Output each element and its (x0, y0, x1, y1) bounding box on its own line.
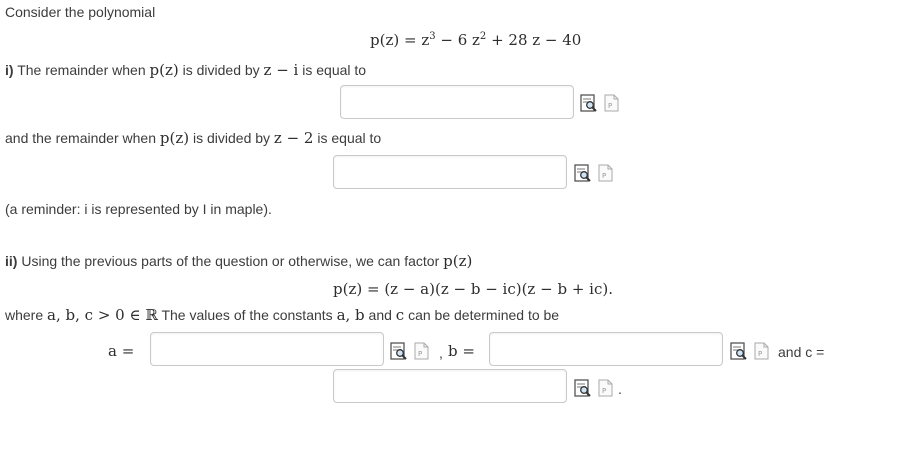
b-label: b = (448, 342, 475, 360)
poly-exp-3: 3 (429, 31, 436, 42)
preview-icon[interactable] (390, 341, 408, 361)
where-and: and (364, 307, 396, 323)
question-i-divisor: z − i (263, 61, 299, 79)
poly-lhs: p(z) = z (370, 31, 430, 49)
question-i2-divisor: z − 2 (273, 129, 314, 147)
maple-syntax-icon[interactable] (597, 378, 615, 398)
svg-text:P: P (608, 102, 613, 110)
maple-syntax-icon[interactable] (753, 341, 771, 361)
a-input[interactable] (150, 332, 384, 366)
svg-text:P: P (602, 172, 607, 180)
svg-text:P: P (602, 387, 607, 395)
poly-exp-2: 2 (479, 31, 487, 42)
question-ii-pz: p(z) (443, 252, 473, 270)
b-separator: , (439, 345, 443, 361)
remainder-ii-input[interactable] (333, 155, 567, 189)
c-label: and c = (778, 344, 825, 360)
a-label: a = (108, 342, 135, 360)
question-i-post: is equal to (298, 62, 367, 78)
preview-icon[interactable] (580, 93, 598, 113)
poly-mid: − 6 z (435, 31, 480, 49)
where-pre: where (5, 307, 48, 323)
question-i-pz: p(z) (149, 61, 179, 79)
polynomial-equation (370, 31, 581, 49)
trailing-period: . (618, 381, 622, 397)
question-i (5, 61, 366, 79)
question-i2-pre: and the remainder when (5, 130, 160, 146)
question-ii-text: Using the previous parts of the question or otherwise, we can factor (17, 253, 444, 269)
question-ii (5, 252, 472, 270)
remainder-i-input[interactable] (340, 85, 574, 119)
question-i-mid: is divided by (178, 62, 264, 78)
intro-text: Consider the polynomial (5, 4, 156, 20)
preview-icon[interactable] (574, 163, 592, 183)
maple-syntax-icon[interactable] (603, 93, 621, 113)
svg-text:P: P (758, 350, 763, 358)
preview-icon[interactable] (730, 341, 748, 361)
maple-syntax-icon[interactable] (413, 341, 431, 361)
where-post: can be determined to be (404, 307, 560, 323)
svg-text:P: P (418, 350, 423, 358)
question-i2-pz: p(z) (159, 129, 190, 147)
b-input[interactable] (489, 332, 723, 366)
where-vars: a, b, c > 0 ∈ ℝ (47, 306, 158, 324)
factored-form: p(z) = (z − a)(z − b − ic)(z − b + ic). (333, 280, 613, 298)
question-i-pre: The remainder when (13, 62, 150, 78)
where-statement (5, 306, 559, 324)
question-ii-number: ii) (5, 253, 18, 269)
question-i-number: i) (5, 62, 14, 78)
maple-reminder: (a reminder: i is represented by I in maple). (5, 201, 272, 217)
where-mid: The values of the constants (157, 307, 337, 323)
where-c: c (395, 306, 405, 324)
question-i2-post: is equal to (313, 130, 382, 146)
where-ab: a, b (336, 306, 365, 324)
maple-syntax-icon[interactable] (597, 163, 615, 183)
question-i-part2 (5, 129, 381, 147)
question-i2-mid: is divided by (189, 130, 274, 146)
c-input[interactable] (333, 369, 567, 403)
poly-rhs: + 28 z − 40 (486, 31, 582, 49)
preview-icon[interactable] (574, 378, 592, 398)
